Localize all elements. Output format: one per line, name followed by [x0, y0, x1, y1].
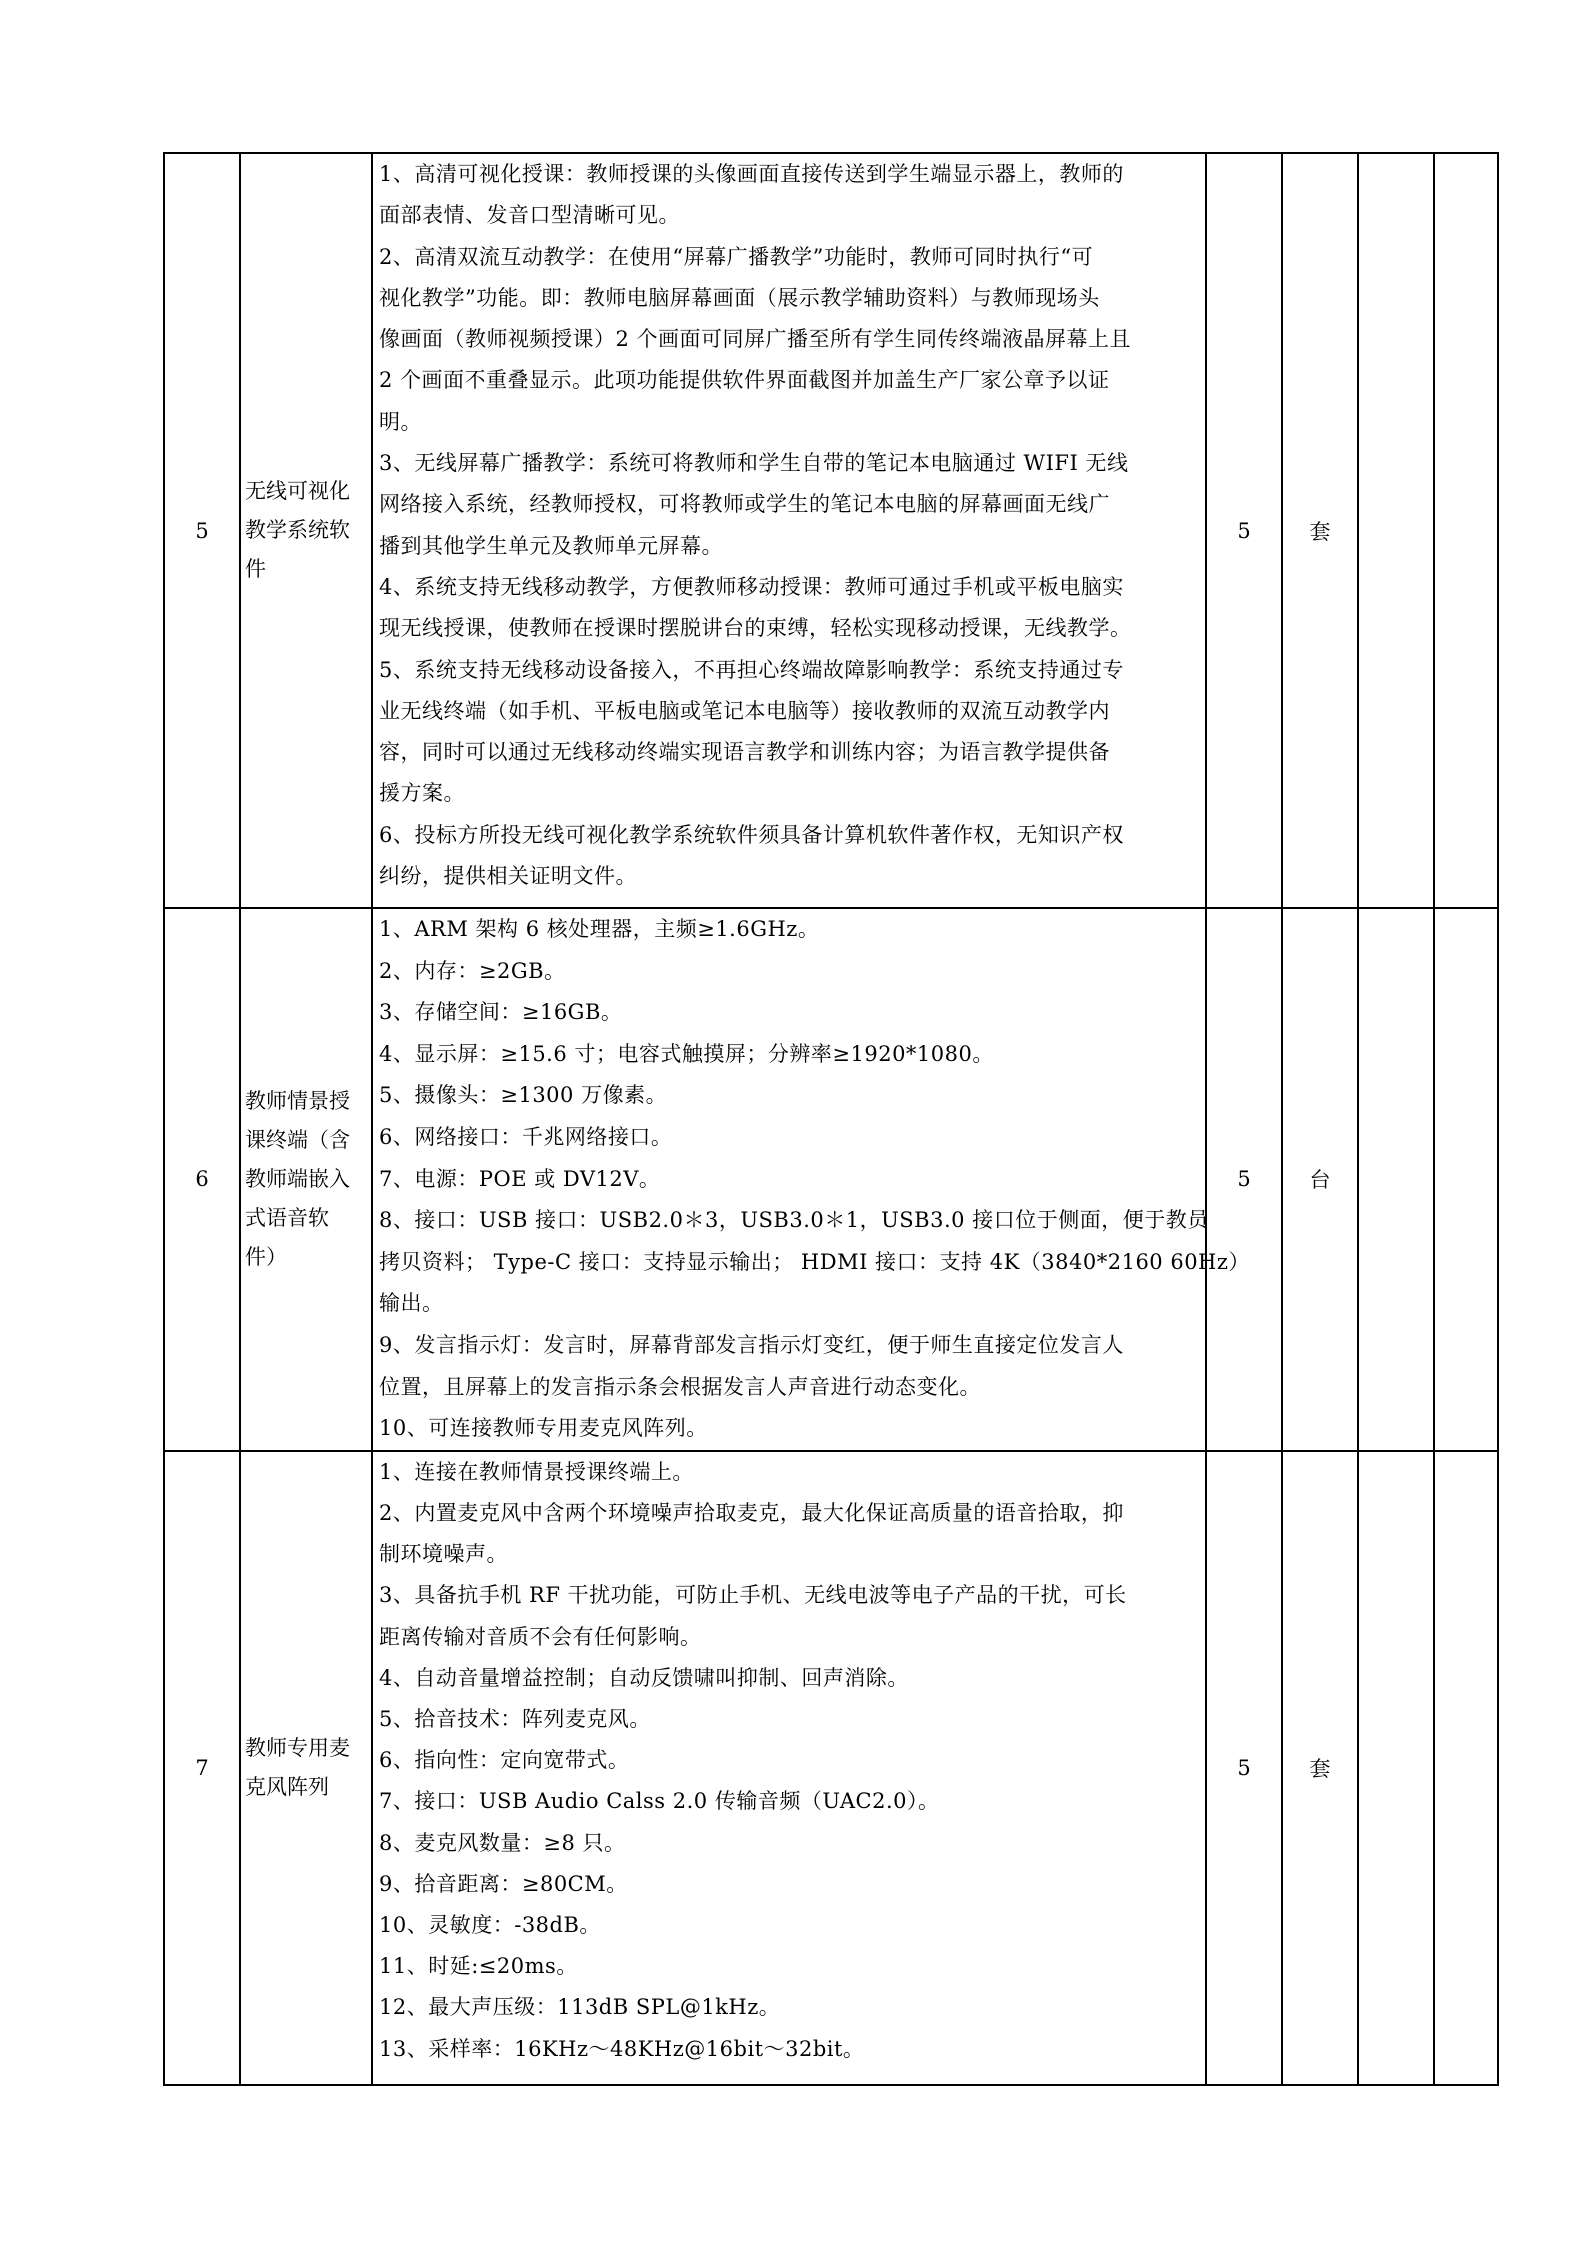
item-unit: 台 [1282, 908, 1358, 1451]
spec-line: 2、内存：≥2GB。 [379, 958, 566, 983]
spec-line: 11、时延:≤20ms。 [379, 1954, 578, 1979]
item-name-line: 克风阵列 [245, 1774, 329, 1799]
spec-line: 2、高清双流互动教学：在使用“屏幕广播教学”功能时，教师可同时执行“可 [379, 244, 1094, 269]
spec-line: 2 个画面不重叠显示。此项功能提供软件界面截图并加盖生产厂家公章予以证 [379, 368, 1110, 393]
table-row [164, 153, 1498, 908]
empty-cell [1358, 908, 1434, 1451]
item-unit: 套 [1282, 153, 1358, 908]
empty-cell [1358, 153, 1434, 908]
spec-line: 1、高清可视化授课：教师授课的头像画面直接传送到学生端显示器上，教师的 [379, 162, 1124, 186]
spec-line: 6、投标方所投无线可视化教学系统软件须具备计算机软件著作权，无知识产权 [379, 822, 1124, 847]
spec-line: 10、可连接教师专用麦克风阵列。 [379, 1416, 708, 1441]
spec-line: 10、灵敏度：-38dB。 [379, 1912, 601, 1937]
table-row [164, 908, 1498, 1451]
spec-line: 4、显示屏：≥15.6 寸；电容式触摸屏；分辨率≥1920*1080。 [379, 1041, 994, 1066]
item-name [240, 908, 372, 1451]
empty-cell [1434, 153, 1498, 908]
spec-line: 3、存储空间：≥16GB。 [379, 1000, 623, 1025]
spec-line: 明。 [379, 409, 422, 434]
spec-line: 纠纷，提供相关证明文件。 [379, 864, 637, 889]
item-name-line: 教师情景授 [245, 1088, 350, 1113]
spec-line: 3、无线屏幕广播教学：系统可将教师和学生自带的笔记本电脑通过 WIFI 无线 [379, 451, 1129, 476]
spec-table [163, 152, 1499, 2086]
spec-line: 视化教学”功能。即：教师电脑屏幕画面（展示教学辅助资料）与教师现场头 [379, 285, 1100, 310]
spec-line: 现无线授课，使教师在授课时摆脱讲台的束缚，轻松实现移动授课，无线教学。 [379, 616, 1132, 641]
item-name-line: 式语音软 [245, 1205, 329, 1230]
spec-line: 像画面（教师视频授课）2 个画面可同屏广播至所有学生同传终端液晶屏幕上且 [379, 327, 1132, 352]
item-number: 7 [164, 1451, 240, 2085]
spec-line: 制环境噪声。 [379, 1542, 508, 1567]
spec-line: 4、自动音量增益控制；自动反馈啸叫抑制、回声消除。 [379, 1665, 909, 1690]
spec-line: 12、最大声压级：113dB SPL@1kHz。 [379, 1995, 781, 2020]
spec-line: 7、接口：USB Audio Calss 2.0 传输音频（UAC2.0）。 [379, 1789, 940, 1814]
spec-line: 7、电源：POE 或 DV12V。 [379, 1166, 661, 1191]
item-quantity: 5 [1206, 1451, 1282, 2085]
item-spec [372, 153, 1206, 908]
spec-line: 6、指向性：定向宽带式。 [379, 1748, 630, 1773]
item-name [240, 1451, 372, 2085]
item-unit: 套 [1282, 1451, 1358, 2085]
item-name-line: 无线可视化 [245, 479, 350, 503]
item-number: 6 [164, 908, 240, 1451]
spec-line: 网络接入系统，经教师授权，可将教师或学生的笔记本电脑的屏幕画面无线广 [379, 492, 1110, 517]
spec-line: 拷贝资料； Type-C 接口：支持显示输出； HDMI 接口：支持 4K（3840*2160 60Hz） [379, 1249, 1250, 1274]
spec-line: 4、系统支持无线移动教学，方便教师移动授课：教师可通过手机或平板电脑实 [379, 574, 1124, 599]
spec-line: 1、ARM 架构 6 核处理器，主频≥1.6GHz。 [379, 917, 820, 941]
item-number: 5 [164, 153, 240, 908]
spec-line: 播到其他学生单元及教师单元屏幕。 [379, 533, 723, 558]
spec-line: 距离传输对音质不会有任何影响。 [379, 1624, 702, 1649]
spec-line: 13、采样率：16KHz～48KHz@16bit～32bit。 [379, 2036, 865, 2061]
item-spec [372, 1451, 1206, 2085]
item-name-line: 课终端（含 [245, 1127, 350, 1152]
spec-line: 输出。 [379, 1291, 444, 1316]
spec-line: 业无线终端（如手机、平板电脑或笔记本电脑等）接收教师的双流互动教学内 [379, 698, 1110, 723]
item-name-line: 件） [245, 1244, 287, 1269]
empty-cell [1434, 908, 1498, 1451]
spec-line: 面部表情、发音口型清晰可见。 [379, 203, 680, 228]
spec-line: 9、拾音距离：≥80CM。 [379, 1871, 628, 1896]
empty-cell [1358, 1451, 1434, 2085]
spec-line: 3、具备抗手机 RF 干扰功能，可防止手机、无线电波等电子产品的干扰，可长 [379, 1583, 1127, 1608]
item-name-line: 教学系统软 [245, 518, 350, 542]
spec-line: 容，同时可以通过无线移动终端实现语言教学和训练内容；为语言教学提供备 [379, 740, 1110, 765]
item-name [240, 153, 372, 908]
spec-line: 2、内置麦克风中含两个环境噪声拾取麦克，最大化保证高质量的语音拾取，抑 [379, 1500, 1124, 1525]
item-name-line: 件 [245, 557, 266, 581]
spec-line: 8、接口：USB 接口：USB2.0＊3，USB3.0＊1，USB3.0 接口位于侧面，便于教员 [379, 1208, 1209, 1233]
spec-line: 1、连接在教师情景授课终端上。 [379, 1459, 694, 1484]
table-row [164, 1451, 1498, 2085]
spec-line: 5、摄像头：≥1300 万像素。 [379, 1083, 668, 1108]
empty-cell [1434, 1451, 1498, 2085]
spec-line: 5、拾音技术：阵列麦克风。 [379, 1706, 651, 1731]
item-name-line: 教师端嵌入 [245, 1166, 350, 1191]
item-quantity: 5 [1206, 153, 1282, 908]
item-spec [372, 908, 1250, 1451]
spec-line: 5、系统支持无线移动设备接入，不再担心终端故障影响教学：系统支持通过专 [379, 657, 1124, 682]
spec-line: 6、网络接口：千兆网络接口。 [379, 1124, 673, 1149]
spec-line: 9、发言指示灯：发言时，屏幕背部发言指示灯变红，便于师生直接定位发言人 [379, 1332, 1124, 1357]
item-name-line: 教师专用麦 [245, 1735, 350, 1760]
spec-line: 援方案。 [379, 781, 465, 806]
spec-line: 8、麦克风数量：≥8 只。 [379, 1830, 626, 1855]
spec-line: 位置，且屏幕上的发言指示条会根据发言人声音进行动态变化。 [379, 1374, 981, 1399]
item-quantity: 5 [1206, 908, 1282, 1451]
